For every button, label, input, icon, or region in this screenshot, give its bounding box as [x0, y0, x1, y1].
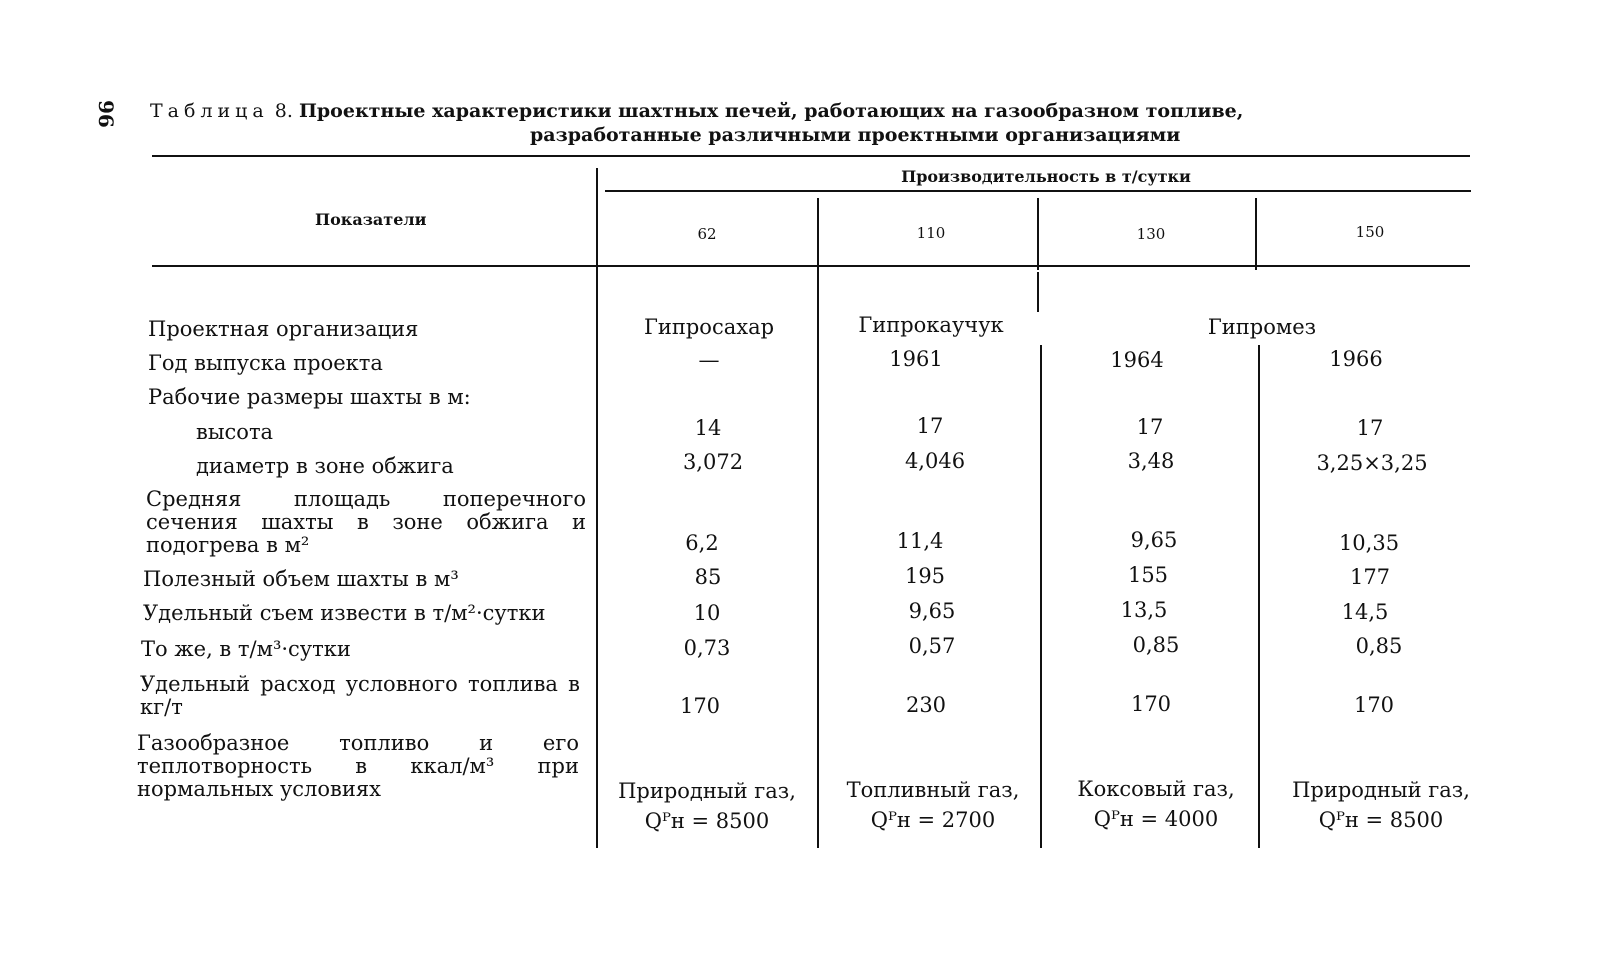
header-bottom-rule — [152, 265, 1470, 267]
gas-formula-110: Qᴾн = 2700 — [870, 808, 996, 832]
row-label-org: Проектная организация — [148, 317, 419, 341]
cell-height-62: 14 — [694, 416, 722, 440]
gas-formula-130: Qᴾн = 4000 — [1093, 807, 1219, 831]
row-label-volume: Полезный объем шахты в м³ — [143, 567, 459, 591]
cell-yield-area-150: 14,5 — [1341, 600, 1389, 624]
row-label-yield-vol: То же, в т/м³·сутки — [141, 637, 351, 661]
caption-title-line2: разработанные различными проектными организациями — [530, 124, 1181, 146]
cell-gas-150 — [1292, 775, 1470, 835]
cell-height-130: 17 — [1136, 415, 1164, 439]
cell-org-130-150: Гипромез — [1207, 315, 1317, 339]
row-label-gas: Газообразное топливо и его теплотворность в ккал/м³ при нормальных условиях — [137, 731, 579, 801]
row-label-height: высота — [196, 420, 274, 444]
cell-org-62: Гипросахар — [643, 315, 775, 339]
column-divider — [1040, 345, 1042, 848]
row-label-year: Год выпуска проекта — [148, 351, 383, 375]
row-label-yield-area: Удельный съем извести в т/м²·сутки — [143, 601, 546, 625]
page-number: 96 — [94, 100, 118, 128]
cell-yield-vol-130: 0,85 — [1132, 633, 1180, 657]
cell-year-62: — — [698, 348, 720, 372]
gas-name-150: Природный газ, — [1292, 778, 1470, 802]
column-divider — [1258, 345, 1260, 848]
cell-area-62: 6,2 — [685, 531, 719, 555]
cell-volume-150: 177 — [1349, 565, 1391, 589]
gas-name-130: Коксовый газ, — [1077, 777, 1235, 801]
column-divider — [596, 168, 598, 848]
gas-name-62: Природный газ, — [618, 779, 796, 803]
cell-area-150: 10,35 — [1338, 531, 1400, 555]
column-divider — [1037, 198, 1039, 270]
cell-volume-130: 155 — [1127, 563, 1169, 587]
caption-prefix: Таблица — [150, 100, 269, 122]
cell-height-150: 17 — [1356, 416, 1384, 440]
productivity-rule — [605, 190, 1471, 192]
cell-yield-vol-62: 0,73 — [683, 636, 731, 660]
cell-year-130: 1964 — [1110, 348, 1164, 372]
cell-org-110: Гипрокаучук — [858, 313, 1004, 337]
caption-title-line1: Проектные характеристики шахтных печей, работающих на газообразном топливе, — [298, 100, 1244, 122]
column-header-62: 62 — [697, 225, 717, 243]
cell-area-110: 11,4 — [896, 529, 944, 553]
row-label-area: Средняя площадь поперечного сечения шахты в зоне обжига и подогрева в м² — [146, 487, 586, 557]
column-header-150: 150 — [1355, 223, 1385, 241]
column-divider — [817, 198, 819, 848]
cell-diameter-150: 3,25×3,25 — [1316, 451, 1428, 475]
column-divider — [1037, 272, 1039, 312]
cell-gas-62 — [618, 776, 796, 836]
cell-volume-62: 85 — [694, 565, 722, 589]
column-divider — [1255, 198, 1257, 270]
cell-volume-110: 195 — [904, 564, 946, 588]
cell-year-110: 1961 — [889, 347, 943, 371]
row-label-dims: Рабочие размеры шахты в м: — [148, 385, 471, 409]
productivity-header: Производительность в т/сутки — [901, 167, 1191, 186]
gas-formula-62: Qᴾн = 8500 — [644, 809, 770, 833]
row-label-diameter: диаметр в зоне обжига — [196, 454, 454, 478]
cell-gas-130 — [1077, 774, 1234, 834]
cell-yield-area-62: 10 — [693, 601, 721, 625]
table-top-rule — [152, 155, 1470, 157]
cell-yield-vol-110: 0,57 — [908, 634, 956, 658]
cell-fuel-rate-62: 170 — [679, 694, 721, 718]
cell-area-130: 9,65 — [1130, 528, 1178, 552]
cell-fuel-rate-110: 230 — [905, 693, 947, 717]
cell-gas-110 — [847, 775, 1020, 835]
cell-yield-area-110: 9,65 — [908, 599, 956, 623]
caption-number: 8. — [274, 100, 293, 122]
cell-yield-area-130: 13,5 — [1120, 598, 1168, 622]
cell-diameter-62: 3,072 — [682, 450, 744, 474]
cell-fuel-rate-150: 170 — [1353, 693, 1395, 717]
cell-yield-vol-150: 0,85 — [1355, 634, 1403, 658]
gas-formula-150: Qᴾн = 8500 — [1318, 808, 1444, 832]
cell-height-110: 17 — [916, 414, 944, 438]
row-label-fuel-rate: Удельный расход условного топлива в кг/т — [140, 672, 580, 719]
column-header-130: 130 — [1136, 225, 1166, 243]
indicators-header: Показатели — [315, 210, 427, 229]
cell-diameter-130: 3,48 — [1127, 449, 1175, 473]
cell-year-150: 1966 — [1329, 347, 1383, 371]
cell-diameter-110: 4,046 — [904, 449, 966, 473]
gas-name-110: Топливный газ, — [846, 778, 1020, 802]
column-header-110: 110 — [916, 224, 946, 242]
cell-fuel-rate-130: 170 — [1130, 692, 1172, 716]
